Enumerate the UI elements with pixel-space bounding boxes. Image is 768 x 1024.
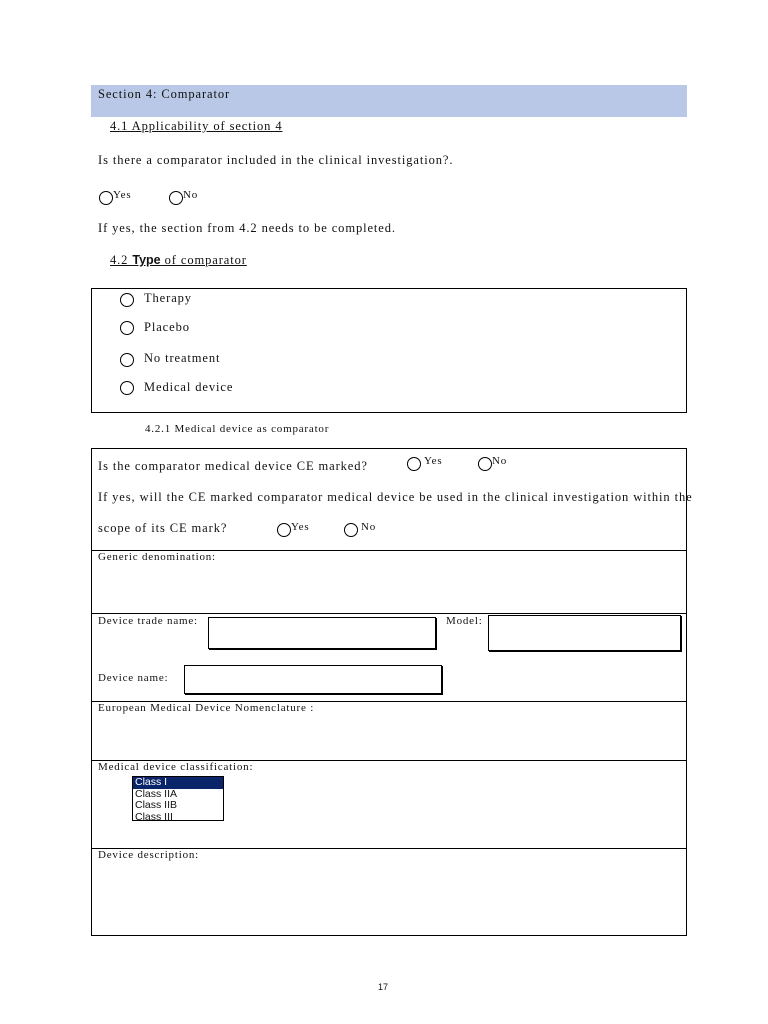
placebo-radio[interactable] [120,321,134,335]
ce-yes-option[interactable] [407,455,442,473]
ce-marked-question: Is the comparator medical device CE marked? [98,459,368,473]
completion-note: If yes, the section from 4.2 needs to be completed. [98,221,396,235]
ce-no-label: No [492,455,508,467]
ce-no-radio[interactable] [478,457,492,471]
type-option-placebo[interactable] [120,320,190,340]
medical-device-radio[interactable] [120,381,134,395]
scope-no-label: No [361,521,377,533]
type-option-medical-device[interactable] [120,380,234,400]
therapy-radio[interactable] [120,293,134,307]
type-heading-bold: Type [132,253,161,267]
comparator-question: Is there a comparator included in the clinical investigation?. [98,153,454,167]
applicability-heading: 4.1 Applicability of section 4 [110,119,283,133]
trade-name-label: Device trade name: [98,615,198,627]
scope-yes-option[interactable] [277,521,309,539]
ce-yes-label: Yes [424,455,443,467]
medical-device-table [91,448,693,936]
section-title: Section 4: Comparator [98,87,231,101]
classification-option-class-iii[interactable]: Class III [135,810,173,821]
model-label: Model: [446,615,483,627]
scope-question-line1: If yes, will the CE marked comparator medical device be used in the clinical investigation within the [98,490,693,504]
type-option-no-treatment[interactable] [120,351,221,372]
placebo-label: Placebo [144,320,190,334]
type-options-box [91,288,687,413]
type-heading-suffix: of comparator [160,253,247,267]
classification-option-class-iib[interactable]: Class IIB [135,799,178,811]
classification-option-class-iia[interactable]: Class IIA [135,787,178,800]
scope-question-line2: scope of its CE mark? [98,521,228,535]
comparator-yes-label: Yes [113,189,132,201]
therapy-label: Therapy [144,291,192,305]
comparator-no-radio[interactable] [169,191,183,205]
classification-listbox[interactable] [132,776,224,821]
scope-no-radio[interactable] [344,523,358,537]
no-treatment-radio[interactable] [120,353,134,367]
trade-name-input[interactable] [208,617,436,649]
scope-yes-label: Yes [291,521,310,533]
type-heading [110,253,247,268]
medical-device-label: Medical device [144,380,234,394]
comparator-no-label: No [183,189,199,201]
page-number: 17 [378,982,389,992]
no-treatment-label: No treatment [144,351,221,365]
medical-device-subheading: 4.2.1 Medical device as comparator [145,423,330,435]
scope-yes-radio[interactable] [277,523,291,537]
device-description-label: Device description: [98,849,200,861]
type-option-therapy[interactable] [120,291,192,312]
scope-no-option[interactable] [344,521,376,539]
classification-label: Medical device classification: [98,761,254,773]
type-heading-prefix: 4.2 [110,253,133,267]
comparator-no-option[interactable] [169,189,198,207]
device-name-label: Device name: [98,672,169,684]
generic-denomination-label: Generic denomination: [98,551,216,563]
comparator-yes-option[interactable] [99,189,131,207]
section-header [91,85,687,117]
ce-no-option[interactable] [478,455,507,473]
emdn-label: European Medical Device Nomenclature : [98,702,315,714]
classification-option-class-i[interactable]: Class I [133,777,223,789]
model-input[interactable] [488,615,681,651]
comparator-yes-radio[interactable] [99,191,113,205]
table-divider [92,613,686,614]
device-name-input[interactable] [184,665,442,694]
ce-yes-radio[interactable] [407,457,421,471]
